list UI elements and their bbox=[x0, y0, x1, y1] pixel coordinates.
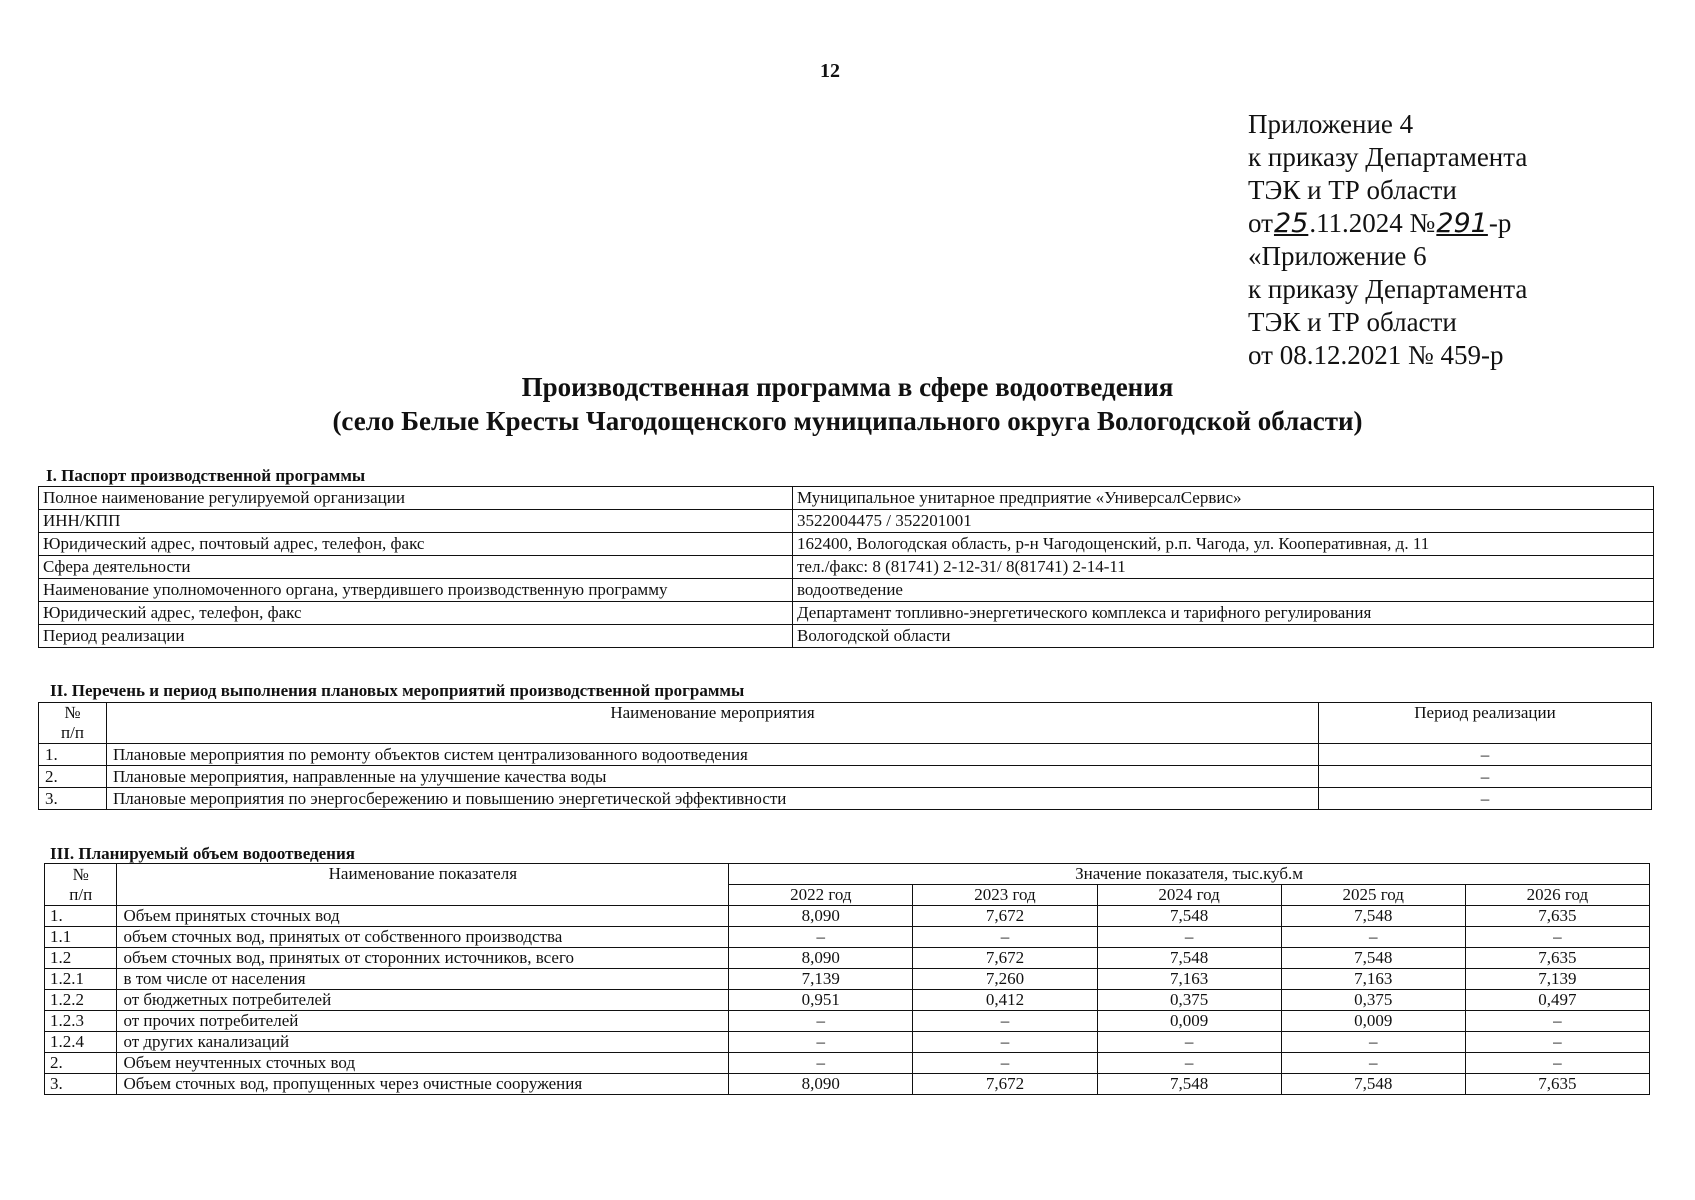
indicator-value: – bbox=[1465, 1053, 1649, 1074]
indicator-value: 7,635 bbox=[1465, 906, 1649, 927]
indicator-value: 7,548 bbox=[1097, 948, 1281, 969]
indicator-value: 7,672 bbox=[913, 1074, 1097, 1095]
appendix-line: ТЭК и ТР области bbox=[1248, 307, 1457, 337]
measures-table bbox=[38, 702, 1652, 810]
measure-name: Плановые мероприятия по энергосбережению и повышению энергетической эффективности bbox=[107, 788, 1319, 810]
volume-row bbox=[45, 927, 1650, 948]
passport-value: Муниципальное унитарное предприятие «УниверсалСервис» bbox=[793, 487, 1654, 510]
indicator-value: – bbox=[913, 1053, 1097, 1074]
indicator-value: 7,548 bbox=[1097, 906, 1281, 927]
measure-period: – bbox=[1319, 766, 1652, 788]
indicator-value: 8,090 bbox=[729, 906, 913, 927]
indicator-value: 7,163 bbox=[1281, 969, 1465, 990]
indicator-value: 0,951 bbox=[729, 990, 913, 1011]
indicator-value: 8,090 bbox=[729, 948, 913, 969]
indicator-name: объем сточных вод, принятых от собственного производства bbox=[117, 927, 729, 948]
indicator-name: в том числе от населения bbox=[117, 969, 729, 990]
indicator-value: 7,548 bbox=[1281, 906, 1465, 927]
appendix-line: Приложение 4 bbox=[1248, 109, 1414, 139]
indicator-value: – bbox=[1465, 1011, 1649, 1032]
volume-row bbox=[45, 1032, 1650, 1053]
column-header-indicator-name: Наименование показателя bbox=[117, 864, 729, 906]
measure-row bbox=[39, 788, 1652, 810]
passport-value: 3522004475 / 352201001 bbox=[793, 510, 1654, 533]
measure-period: – bbox=[1319, 788, 1652, 810]
passport-label: Полное наименование регулируемой организации bbox=[39, 487, 793, 510]
passport-row bbox=[39, 602, 1654, 625]
indicator-value: – bbox=[1097, 1032, 1281, 1053]
indicator-name: от других канализаций bbox=[117, 1032, 729, 1053]
appendix-line: ТЭК и ТР области bbox=[1248, 175, 1457, 205]
passport-label: Период реализации bbox=[39, 625, 793, 648]
volume-row bbox=[45, 1053, 1650, 1074]
title-line-2: (село Белые Кресты Чагодощенского муниципального округа Вологодской области) bbox=[332, 406, 1363, 436]
handwritten-day: 25 bbox=[1273, 208, 1309, 239]
appendix-header bbox=[1248, 108, 1527, 372]
column-header-measure-name: Наименование мероприятия bbox=[107, 703, 1319, 744]
order-suffix: -р bbox=[1488, 208, 1512, 238]
passport-label: Юридический адрес, почтовый адрес, телефон, факс bbox=[39, 533, 793, 556]
column-header-year: 2025 год bbox=[1281, 885, 1465, 906]
indicator-value: 0,497 bbox=[1465, 990, 1649, 1011]
indicator-name: Объем принятых сточных вод bbox=[117, 906, 729, 927]
indicator-value: – bbox=[1465, 1032, 1649, 1053]
measure-period: – bbox=[1319, 744, 1652, 766]
indicator-value: 7,548 bbox=[1281, 1074, 1465, 1095]
volume-row bbox=[45, 1011, 1650, 1032]
indicator-value: – bbox=[729, 927, 913, 948]
passport-row bbox=[39, 510, 1654, 533]
indicator-value: – bbox=[1097, 1053, 1281, 1074]
indicator-number: 1.2 bbox=[45, 948, 117, 969]
appendix-order-date bbox=[1248, 207, 1527, 240]
indicator-name: Объем неучтенных сточных вод bbox=[117, 1053, 729, 1074]
appendix-line: «Приложение 6 bbox=[1248, 241, 1427, 271]
indicator-number: 1.2.1 bbox=[45, 969, 117, 990]
indicator-value: 0,009 bbox=[1097, 1011, 1281, 1032]
column-header-year: 2023 год bbox=[913, 885, 1097, 906]
indicator-value: 0,375 bbox=[1097, 990, 1281, 1011]
indicator-value: 7,548 bbox=[1281, 948, 1465, 969]
indicator-value: – bbox=[1281, 927, 1465, 948]
measure-number: 1. bbox=[39, 744, 107, 766]
passport-value: Вологодской области bbox=[793, 625, 1654, 648]
measure-number: 2. bbox=[39, 766, 107, 788]
indicator-value: 7,260 bbox=[913, 969, 1097, 990]
indicator-value: – bbox=[913, 927, 1097, 948]
volume-row bbox=[45, 990, 1650, 1011]
indicator-value: 7,672 bbox=[913, 906, 1097, 927]
indicator-number: 1.2.2 bbox=[45, 990, 117, 1011]
indicator-value: 7,163 bbox=[1097, 969, 1281, 990]
passport-value: водоотведение bbox=[793, 579, 1654, 602]
column-header-year: 2024 год bbox=[1097, 885, 1281, 906]
passport-value: Департамент топливно-энергетического комплекса и тарифного регулирования bbox=[793, 602, 1654, 625]
indicator-value: 7,672 bbox=[913, 948, 1097, 969]
title-line-1: Производственная программа в сфере водоотведения bbox=[521, 372, 1174, 402]
measure-row bbox=[39, 744, 1652, 766]
indicator-value: 7,548 bbox=[1097, 1074, 1281, 1095]
passport-value: 162400, Вологодская область, р-н Чагодощенский, р.п. Чагода, ул. Кооперативная, д. 11 bbox=[793, 533, 1654, 556]
passport-heading: I. Паспорт производственной программы bbox=[46, 466, 366, 485]
document-title bbox=[0, 370, 1695, 438]
indicator-value: 8,090 bbox=[729, 1074, 913, 1095]
passport-table bbox=[38, 486, 1654, 648]
appendix-line: к приказу Департамента bbox=[1248, 274, 1528, 304]
indicator-value: 0,412 bbox=[913, 990, 1097, 1011]
appendix-line: от 08.12.2021 № 459-р bbox=[1248, 340, 1504, 370]
indicator-value: – bbox=[1097, 927, 1281, 948]
volume-heading: III. Планируемый объем водоотведения bbox=[50, 844, 355, 863]
indicator-value: 7,635 bbox=[1465, 1074, 1649, 1095]
column-header-period: Период реализации bbox=[1319, 703, 1652, 744]
passport-row bbox=[39, 579, 1654, 602]
volume-row bbox=[45, 948, 1650, 969]
indicator-number: 3. bbox=[45, 1074, 117, 1095]
indicator-value: – bbox=[1281, 1053, 1465, 1074]
measure-name: Плановые мероприятия по ремонту объектов систем централизованного водоотведения bbox=[107, 744, 1319, 766]
indicator-value: – bbox=[729, 1032, 913, 1053]
handwritten-order-number: 291 bbox=[1436, 208, 1488, 239]
indicator-number: 2. bbox=[45, 1053, 117, 1074]
indicator-value: 7,139 bbox=[1465, 969, 1649, 990]
indicator-number: 1.2.3 bbox=[45, 1011, 117, 1032]
measure-number: 3. bbox=[39, 788, 107, 810]
indicator-value: – bbox=[729, 1053, 913, 1074]
date-rest: .11.2024 № bbox=[1309, 208, 1436, 238]
passport-row bbox=[39, 556, 1654, 579]
date-prefix: от bbox=[1248, 208, 1273, 238]
indicator-value: 0,375 bbox=[1281, 990, 1465, 1011]
column-header-year: 2022 год bbox=[729, 885, 913, 906]
column-header-indicator-value: Значение показателя, тыс.куб.м bbox=[729, 864, 1650, 885]
passport-value: тел./факс: 8 (81741) 2-12-31/ 8(81741) 2-14-11 bbox=[793, 556, 1654, 579]
passport-label: Юридический адрес, телефон, факс bbox=[39, 602, 793, 625]
indicator-value: – bbox=[913, 1032, 1097, 1053]
passport-label: Сфера деятельности bbox=[39, 556, 793, 579]
column-header-number: № п/п bbox=[45, 864, 117, 906]
indicator-value: – bbox=[1281, 1032, 1465, 1053]
appendix-line: к приказу Департамента bbox=[1248, 142, 1528, 172]
passport-row bbox=[39, 533, 1654, 556]
page-number: 12 bbox=[820, 60, 840, 82]
indicator-name: от бюджетных потребителей bbox=[117, 990, 729, 1011]
column-header-year: 2026 год bbox=[1465, 885, 1649, 906]
indicator-value: – bbox=[1465, 927, 1649, 948]
passport-label: ИНН/КПП bbox=[39, 510, 793, 533]
indicator-number: 1. bbox=[45, 906, 117, 927]
column-header-number: № п/п bbox=[39, 703, 107, 744]
measure-name: Плановые мероприятия, направленные на улучшение качества воды bbox=[107, 766, 1319, 788]
indicator-value: – bbox=[913, 1011, 1097, 1032]
indicator-name: от прочих потребителей bbox=[117, 1011, 729, 1032]
volume-row bbox=[45, 969, 1650, 990]
indicator-value: 7,139 bbox=[729, 969, 913, 990]
volume-table bbox=[44, 863, 1650, 1095]
measure-row bbox=[39, 766, 1652, 788]
indicator-value: – bbox=[729, 1011, 913, 1032]
indicator-number: 1.1 bbox=[45, 927, 117, 948]
passport-row bbox=[39, 625, 1654, 648]
indicator-value: 0,009 bbox=[1281, 1011, 1465, 1032]
volume-row bbox=[45, 1074, 1650, 1095]
volume-row bbox=[45, 906, 1650, 927]
indicator-number: 1.2.4 bbox=[45, 1032, 117, 1053]
indicator-value: 7,635 bbox=[1465, 948, 1649, 969]
indicator-name: объем сточных вод, принятых от сторонних источников, всего bbox=[117, 948, 729, 969]
measures-heading: II. Перечень и период выполнения плановых мероприятий производственной программы bbox=[50, 681, 745, 700]
passport-label: Наименование уполномоченного органа, утвердившего производственную программу bbox=[39, 579, 793, 602]
indicator-name: Объем сточных вод, пропущенных через очистные сооружения bbox=[117, 1074, 729, 1095]
passport-row bbox=[39, 487, 1654, 510]
